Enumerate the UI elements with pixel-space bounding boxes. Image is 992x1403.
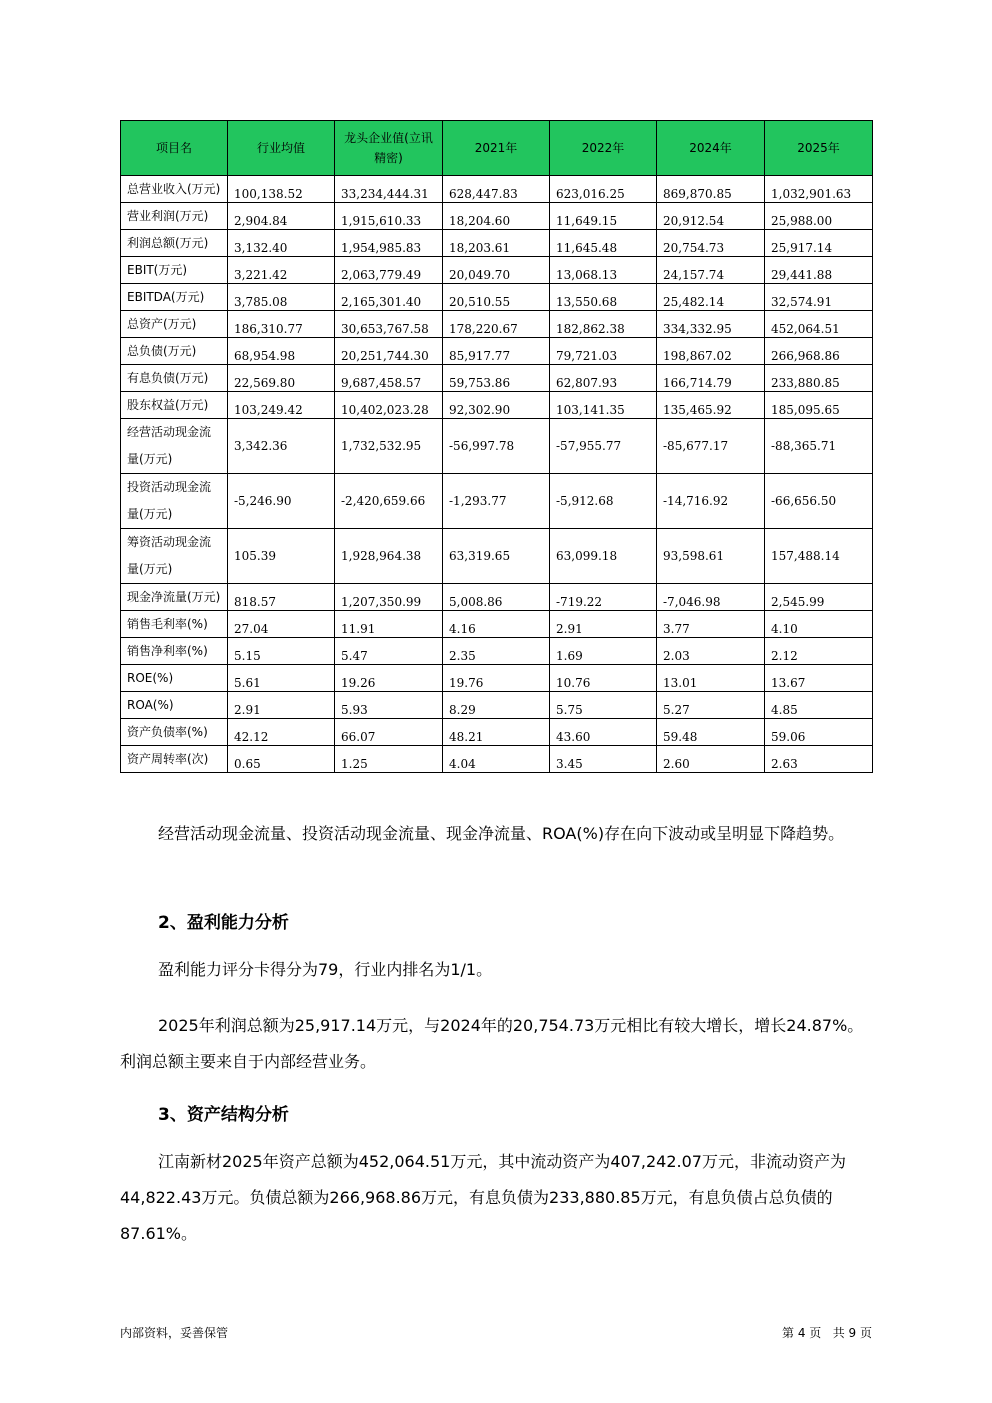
table-cell: 2.91 (228, 692, 335, 719)
table-cell: 3,342.36 (228, 419, 335, 474)
table-row (121, 203, 873, 230)
table-cell: 2.63 (765, 746, 873, 773)
table-cell: 2.60 (657, 746, 765, 773)
table-cell: 3.77 (657, 611, 765, 638)
table-cell: 623,016.25 (550, 176, 657, 203)
table-cell: 1,928,964.38 (335, 529, 443, 584)
column-header: 2025年 (765, 121, 873, 176)
table-cell: -56,997.78 (443, 419, 550, 474)
table-cell: 4.10 (765, 611, 873, 638)
table-cell: 20,510.55 (443, 284, 550, 311)
table-cell: 157,488.14 (765, 529, 873, 584)
row-label: 资产周转率(次) (121, 746, 228, 773)
table-cell: 3,785.08 (228, 284, 335, 311)
table-row (121, 230, 873, 257)
table-cell: 85,917.77 (443, 338, 550, 365)
row-label: 资产负债率(%) (121, 719, 228, 746)
table-cell: 2,165,301.40 (335, 284, 443, 311)
financial-comparison-table (120, 120, 873, 773)
table-row (121, 719, 873, 746)
table-cell: 59,753.86 (443, 365, 550, 392)
table-cell: 5.15 (228, 638, 335, 665)
table-cell: -1,293.77 (443, 474, 550, 529)
row-label: 经营活动现金流量(万元) (121, 419, 228, 474)
table-cell: 5.61 (228, 665, 335, 692)
table-cell: 103,141.35 (550, 392, 657, 419)
table-cell: 59.48 (657, 719, 765, 746)
table-cell: 25,917.14 (765, 230, 873, 257)
row-label: ROE(%) (121, 665, 228, 692)
table-cell: 869,870.85 (657, 176, 765, 203)
table-cell: 11,649.15 (550, 203, 657, 230)
row-label: 有息负债(万元) (121, 365, 228, 392)
table-cell: 22,569.80 (228, 365, 335, 392)
table-cell: 186,310.77 (228, 311, 335, 338)
table-cell: 1,954,985.83 (335, 230, 443, 257)
table-cell: 42.12 (228, 719, 335, 746)
table-cell: 3,221.42 (228, 257, 335, 284)
table-cell: 25,482.14 (657, 284, 765, 311)
table-cell: 48.21 (443, 719, 550, 746)
table-cell: 5.27 (657, 692, 765, 719)
table-row (121, 584, 873, 611)
summary-paragraph: 经营活动现金流量、投资活动现金流量、现金净流量、ROA(%)存在向下波动或呈明显下降趋势。 (158, 824, 845, 843)
column-header: 龙头企业值(立讯精密) (335, 121, 443, 176)
table-cell: 5.75 (550, 692, 657, 719)
row-label: 总负债(万元) (121, 338, 228, 365)
table-cell: 25,988.00 (765, 203, 873, 230)
row-label: EBITDA(万元) (121, 284, 228, 311)
table-cell: 27.04 (228, 611, 335, 638)
table-cell: 1,732,532.95 (335, 419, 443, 474)
table-cell: 8.29 (443, 692, 550, 719)
footer-page-number: 第 4 页 共 9 页 (782, 1326, 872, 1340)
table-cell: 30,653,767.58 (335, 311, 443, 338)
table-cell: 63,099.18 (550, 529, 657, 584)
table-row (121, 746, 873, 773)
table-row (121, 176, 873, 203)
table-cell: 233,880.85 (765, 365, 873, 392)
table-cell: -719.22 (550, 584, 657, 611)
column-header: 行业均值 (228, 121, 335, 176)
table-cell: -88,365.71 (765, 419, 873, 474)
table-cell: 18,204.60 (443, 203, 550, 230)
table-cell: 13,068.13 (550, 257, 657, 284)
table-cell: -5,912.68 (550, 474, 657, 529)
table-cell: 5,008.86 (443, 584, 550, 611)
table-cell: -2,420,659.66 (335, 474, 443, 529)
table-cell: 59.06 (765, 719, 873, 746)
table-cell: 2,545.99 (765, 584, 873, 611)
table-cell: 1,915,610.33 (335, 203, 443, 230)
table-cell: 68,954.98 (228, 338, 335, 365)
table-row (121, 311, 873, 338)
table-cell: 103,249.42 (228, 392, 335, 419)
table-cell: 29,441.88 (765, 257, 873, 284)
table-cell: 2.91 (550, 611, 657, 638)
table-cell: 79,721.03 (550, 338, 657, 365)
table-cell: 10.76 (550, 665, 657, 692)
profitability-score-paragraph: 盈利能力评分卡得分为79，行业内排名为1/1。 (158, 960, 493, 979)
row-label: 筹资活动现金流量(万元) (121, 529, 228, 584)
table-cell: 1.25 (335, 746, 443, 773)
table-cell: 4.04 (443, 746, 550, 773)
table-cell: 13,550.68 (550, 284, 657, 311)
table-row (121, 392, 873, 419)
table-cell: 19.26 (335, 665, 443, 692)
table-cell: 66.07 (335, 719, 443, 746)
table-cell: 20,754.73 (657, 230, 765, 257)
column-header: 项目名 (121, 121, 228, 176)
column-header: 2022年 (550, 121, 657, 176)
table-cell: 3,132.40 (228, 230, 335, 257)
table-cell: -14,716.92 (657, 474, 765, 529)
row-label: 总资产(万元) (121, 311, 228, 338)
table-cell: 198,867.02 (657, 338, 765, 365)
table-cell: 20,251,744.30 (335, 338, 443, 365)
table-cell: 818.57 (228, 584, 335, 611)
table-cell: 11.91 (335, 611, 443, 638)
row-label: 现金净流量(万元) (121, 584, 228, 611)
table-row (121, 611, 873, 638)
table-row (121, 257, 873, 284)
table-cell: 20,912.54 (657, 203, 765, 230)
table-cell: 100,138.52 (228, 176, 335, 203)
table-cell: 334,332.95 (657, 311, 765, 338)
profit-growth-paragraph: 2025年利润总额为25,917.14万元，与2024年的20,754.73万元相比有较大增长，增长24.87%。利润总额主要来自于内部经营业务。 (120, 1016, 864, 1071)
column-header: 2021年 (443, 121, 550, 176)
table-cell: 0.65 (228, 746, 335, 773)
row-label: 营业利润(万元) (121, 203, 228, 230)
table-body (121, 176, 873, 773)
row-label: ROA(%) (121, 692, 228, 719)
table-cell: 92,302.90 (443, 392, 550, 419)
row-label: 销售净利率(%) (121, 638, 228, 665)
table-row (121, 474, 873, 529)
table-cell: 24,157.74 (657, 257, 765, 284)
row-label: 投资活动现金流量(万元) (121, 474, 228, 529)
table-cell: 178,220.67 (443, 311, 550, 338)
table-cell: 1,207,350.99 (335, 584, 443, 611)
row-label: 股东权益(万元) (121, 392, 228, 419)
column-header: 2024年 (657, 121, 765, 176)
table-cell: -57,955.77 (550, 419, 657, 474)
table-cell: -85,677.17 (657, 419, 765, 474)
table-cell: 13.67 (765, 665, 873, 692)
section-heading-asset-structure: 3、资产结构分析 (158, 1105, 289, 1125)
table-cell: 182,862.38 (550, 311, 657, 338)
table-row (121, 419, 873, 474)
table-cell: 9,687,458.57 (335, 365, 443, 392)
table-cell: 1.69 (550, 638, 657, 665)
table-cell: 62,807.93 (550, 365, 657, 392)
table-cell: -66,656.50 (765, 474, 873, 529)
table-cell: 2,063,779.49 (335, 257, 443, 284)
table-cell: 33,234,444.31 (335, 176, 443, 203)
table-row (121, 665, 873, 692)
table-cell: 4.85 (765, 692, 873, 719)
footer-confidential-note: 内部资料，妥善保管 (120, 1326, 229, 1340)
row-label: 销售毛利率(%) (121, 611, 228, 638)
table-cell: 13.01 (657, 665, 765, 692)
table-cell: 185,095.65 (765, 392, 873, 419)
table-row (121, 365, 873, 392)
table-cell: 63,319.65 (443, 529, 550, 584)
section-heading-profitability: 2、盈利能力分析 (158, 913, 289, 933)
table-row (121, 638, 873, 665)
table-cell: -7,046.98 (657, 584, 765, 611)
table-cell: 18,203.61 (443, 230, 550, 257)
row-label: EBIT(万元) (121, 257, 228, 284)
table-row (121, 338, 873, 365)
table-cell: 2.03 (657, 638, 765, 665)
table-cell: 43.60 (550, 719, 657, 746)
table-cell: 10,402,023.28 (335, 392, 443, 419)
table-cell: 5.93 (335, 692, 443, 719)
table-row (121, 692, 873, 719)
table-cell: 166,714.79 (657, 365, 765, 392)
row-label: 利润总额(万元) (121, 230, 228, 257)
table-cell: 20,049.70 (443, 257, 550, 284)
table-cell: 628,447.83 (443, 176, 550, 203)
table-header-row (121, 121, 873, 176)
table-cell: 5.47 (335, 638, 443, 665)
table-cell: 2,904.84 (228, 203, 335, 230)
table-cell: 452,064.51 (765, 311, 873, 338)
row-label: 总营业收入(万元) (121, 176, 228, 203)
table-cell: 32,574.91 (765, 284, 873, 311)
table-cell: 135,465.92 (657, 392, 765, 419)
table-row (121, 529, 873, 584)
table-cell: 2.35 (443, 638, 550, 665)
table-row (121, 284, 873, 311)
table-cell: -5,246.90 (228, 474, 335, 529)
table-cell: 1,032,901.63 (765, 176, 873, 203)
table-cell: 19.76 (443, 665, 550, 692)
table-cell: 11,645.48 (550, 230, 657, 257)
table-cell: 105.39 (228, 529, 335, 584)
table-cell: 3.45 (550, 746, 657, 773)
table-cell: 4.16 (443, 611, 550, 638)
table-cell: 266,968.86 (765, 338, 873, 365)
table-cell: 93,598.61 (657, 529, 765, 584)
table-cell: 2.12 (765, 638, 873, 665)
asset-structure-paragraph: 江南新材2025年资产总额为452,064.51万元，其中流动资产为407,242.07万元，非流动资产为44,822.43万元。负债总额为266,968.86万元，有息负债为233,880.85万元，有息负债占总负债的87.61%。 (120, 1152, 846, 1243)
